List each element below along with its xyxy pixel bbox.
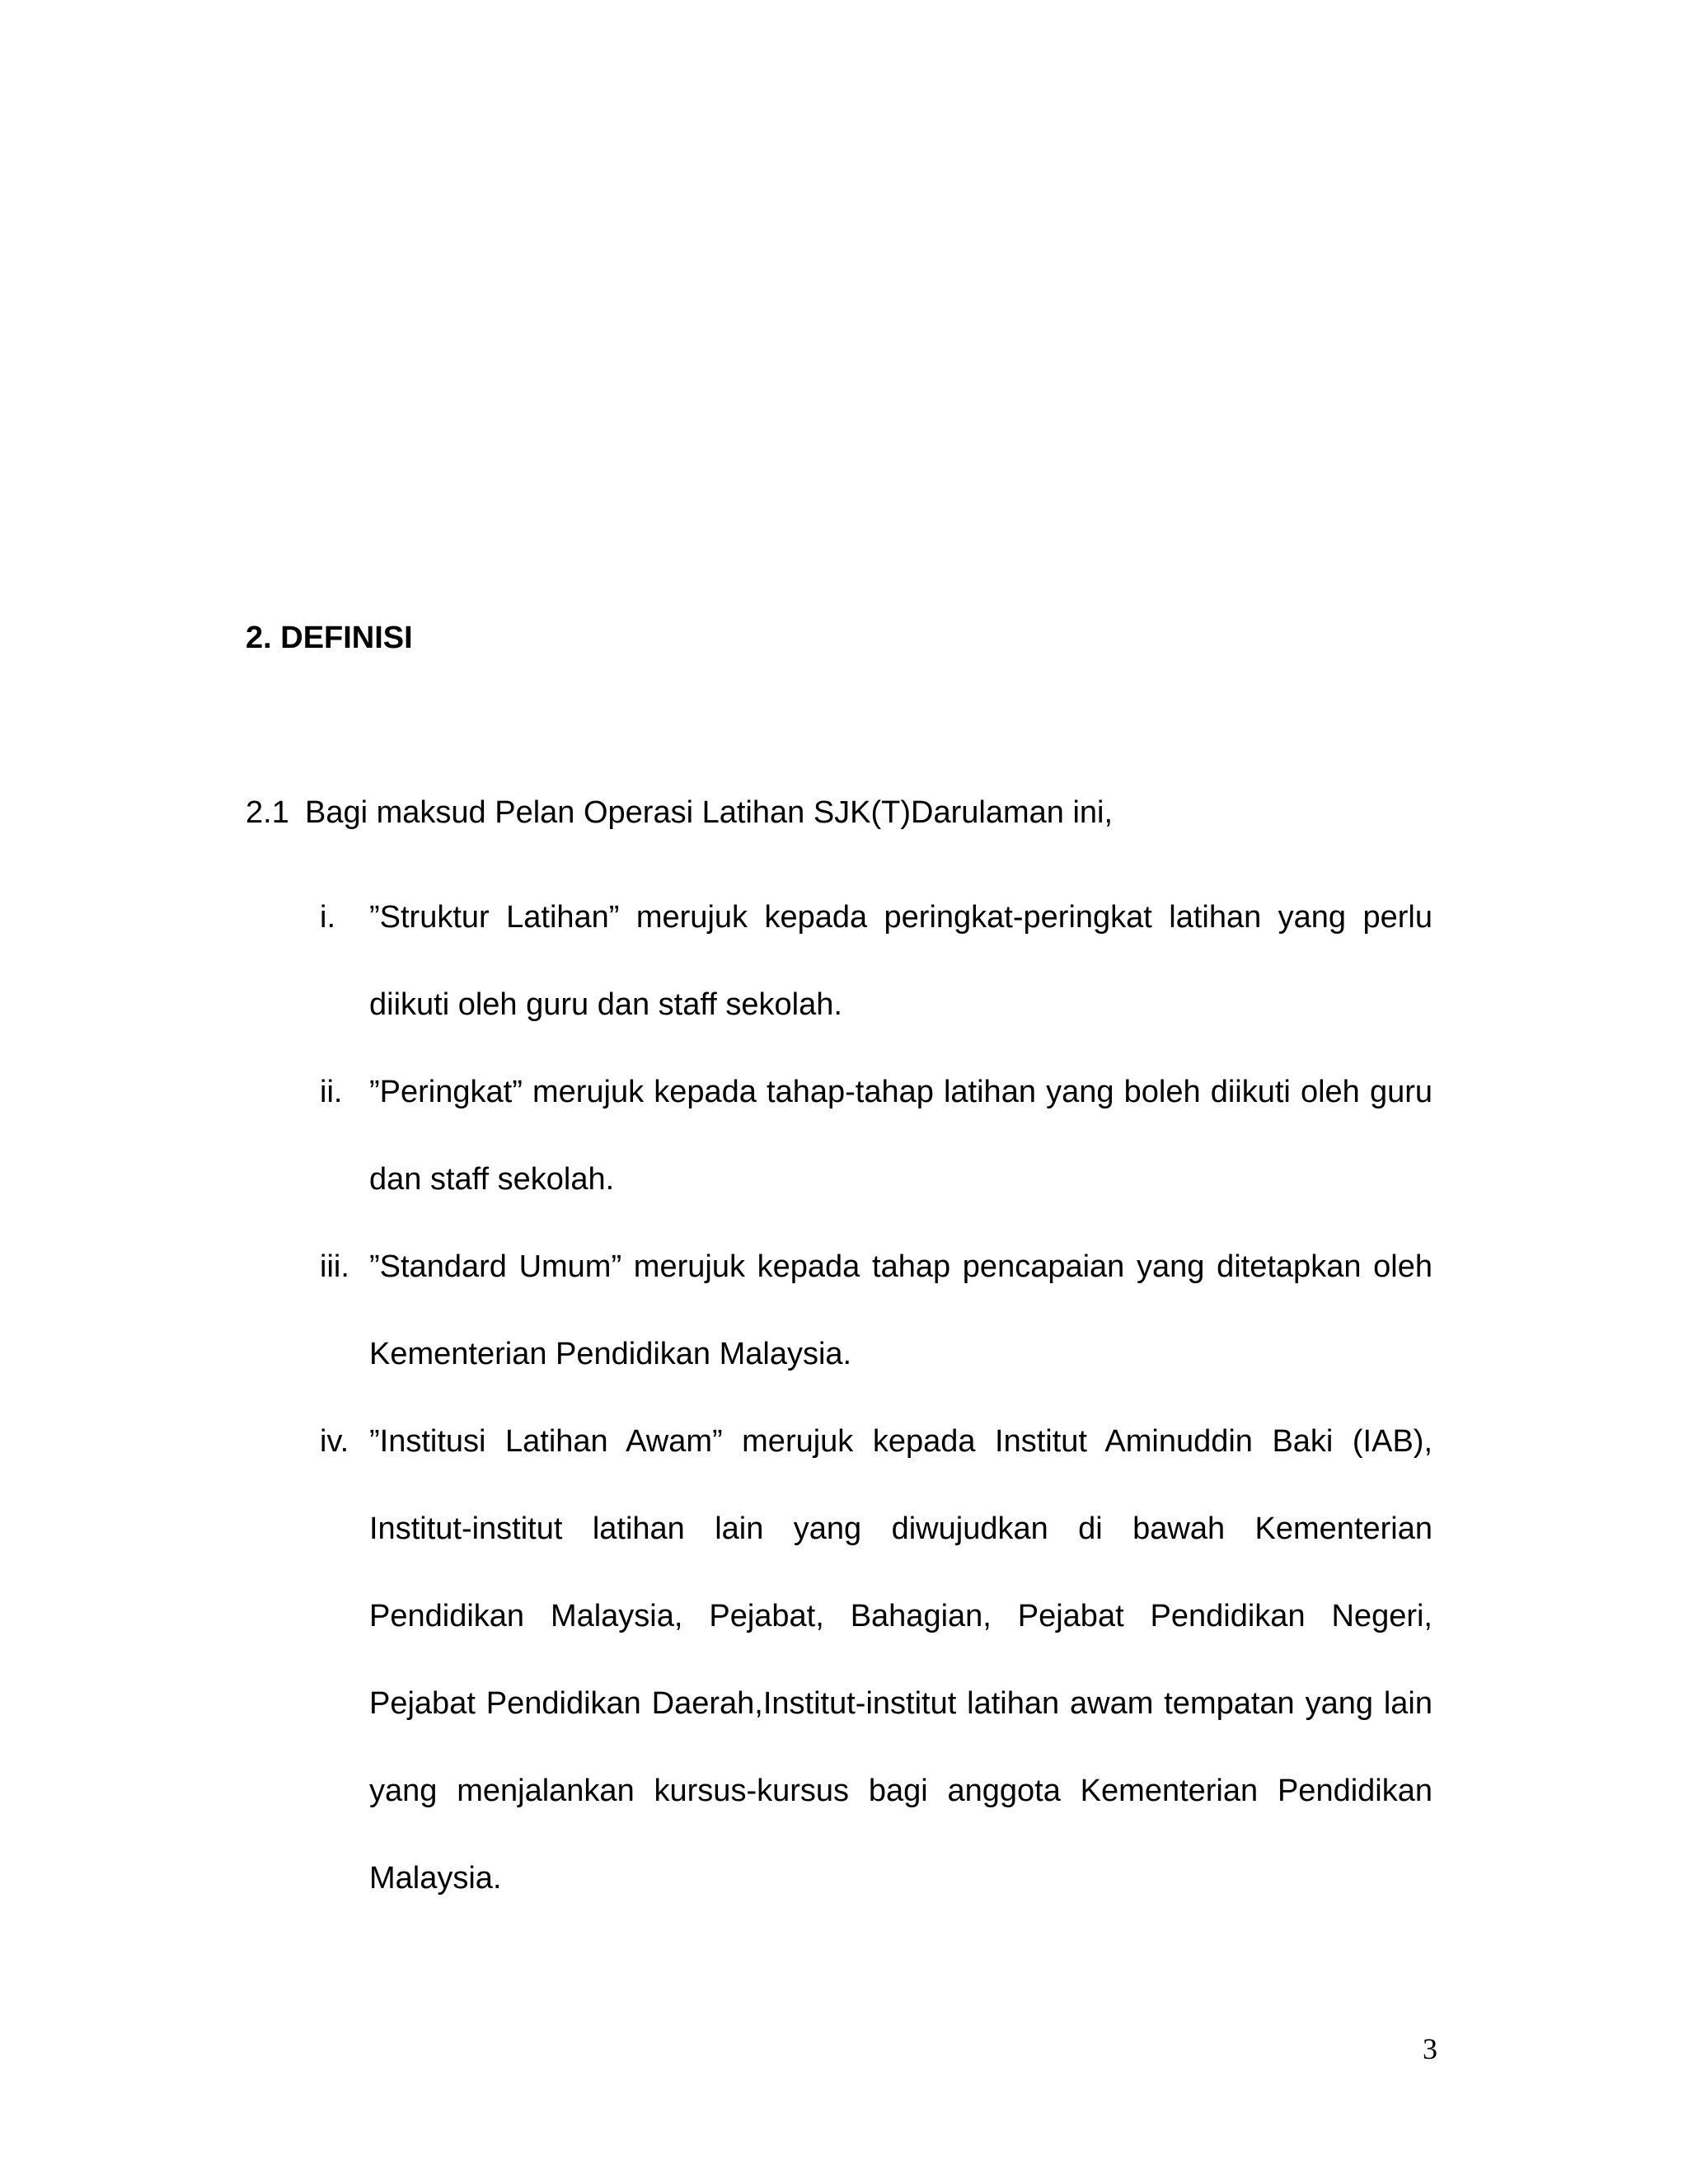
definition-item [320,1048,1432,1223]
definition-text: ”Struktur Latihan” merujuk kepada peringkat-peringkat latihan yang perlu diikuti oleh guru dan staff sekolah. [369,900,1432,1022]
page-number: 3 [1423,2032,1437,2065]
definition-text: ”Institusi Latihan Awam” merujuk kepada Institut Aminuddin Baki (IAB), Institut-institut latihan lain yang diwujudkan di bawah Kementerian Pendidikan Malaysia, Pejabat, Bahagian, Pejabat Pendidikan Negeri, Pejabat Pendidikan Daerah,Institut-institut latihan awam tempatan yang lain yang menjalankan kursus-kursus bagi anggota Kementerian Pendidikan Malaysia. [369,1424,1432,1896]
intro-text: Bagi maksud Pelan Operasi Latihan SJK(T)Darulaman ini, [305,795,1114,830]
definition-marker: ii. [320,1075,343,1109]
intro-number: 2.1 [246,795,289,830]
definition-item [320,1398,1432,1922]
definition-list [320,874,1432,1922]
section-heading: 2. DEFINISI [246,621,413,655]
definition-item [320,1223,1432,1398]
definition-marker: i. [320,900,335,935]
definition-text: ”Peringkat” merujuk kepada tahap-tahap latihan yang boleh diikuti oleh guru dan staff sekolah. [369,1075,1432,1197]
definition-text: ”Standard Umum” merujuk kepada tahap pencapaian yang ditetapkan oleh Kementerian Pendidikan Malaysia. [369,1249,1432,1371]
definition-item [320,874,1432,1048]
intro-paragraph [246,791,1113,834]
definition-marker: iii. [320,1249,349,1284]
definition-marker: iv. [320,1424,349,1459]
